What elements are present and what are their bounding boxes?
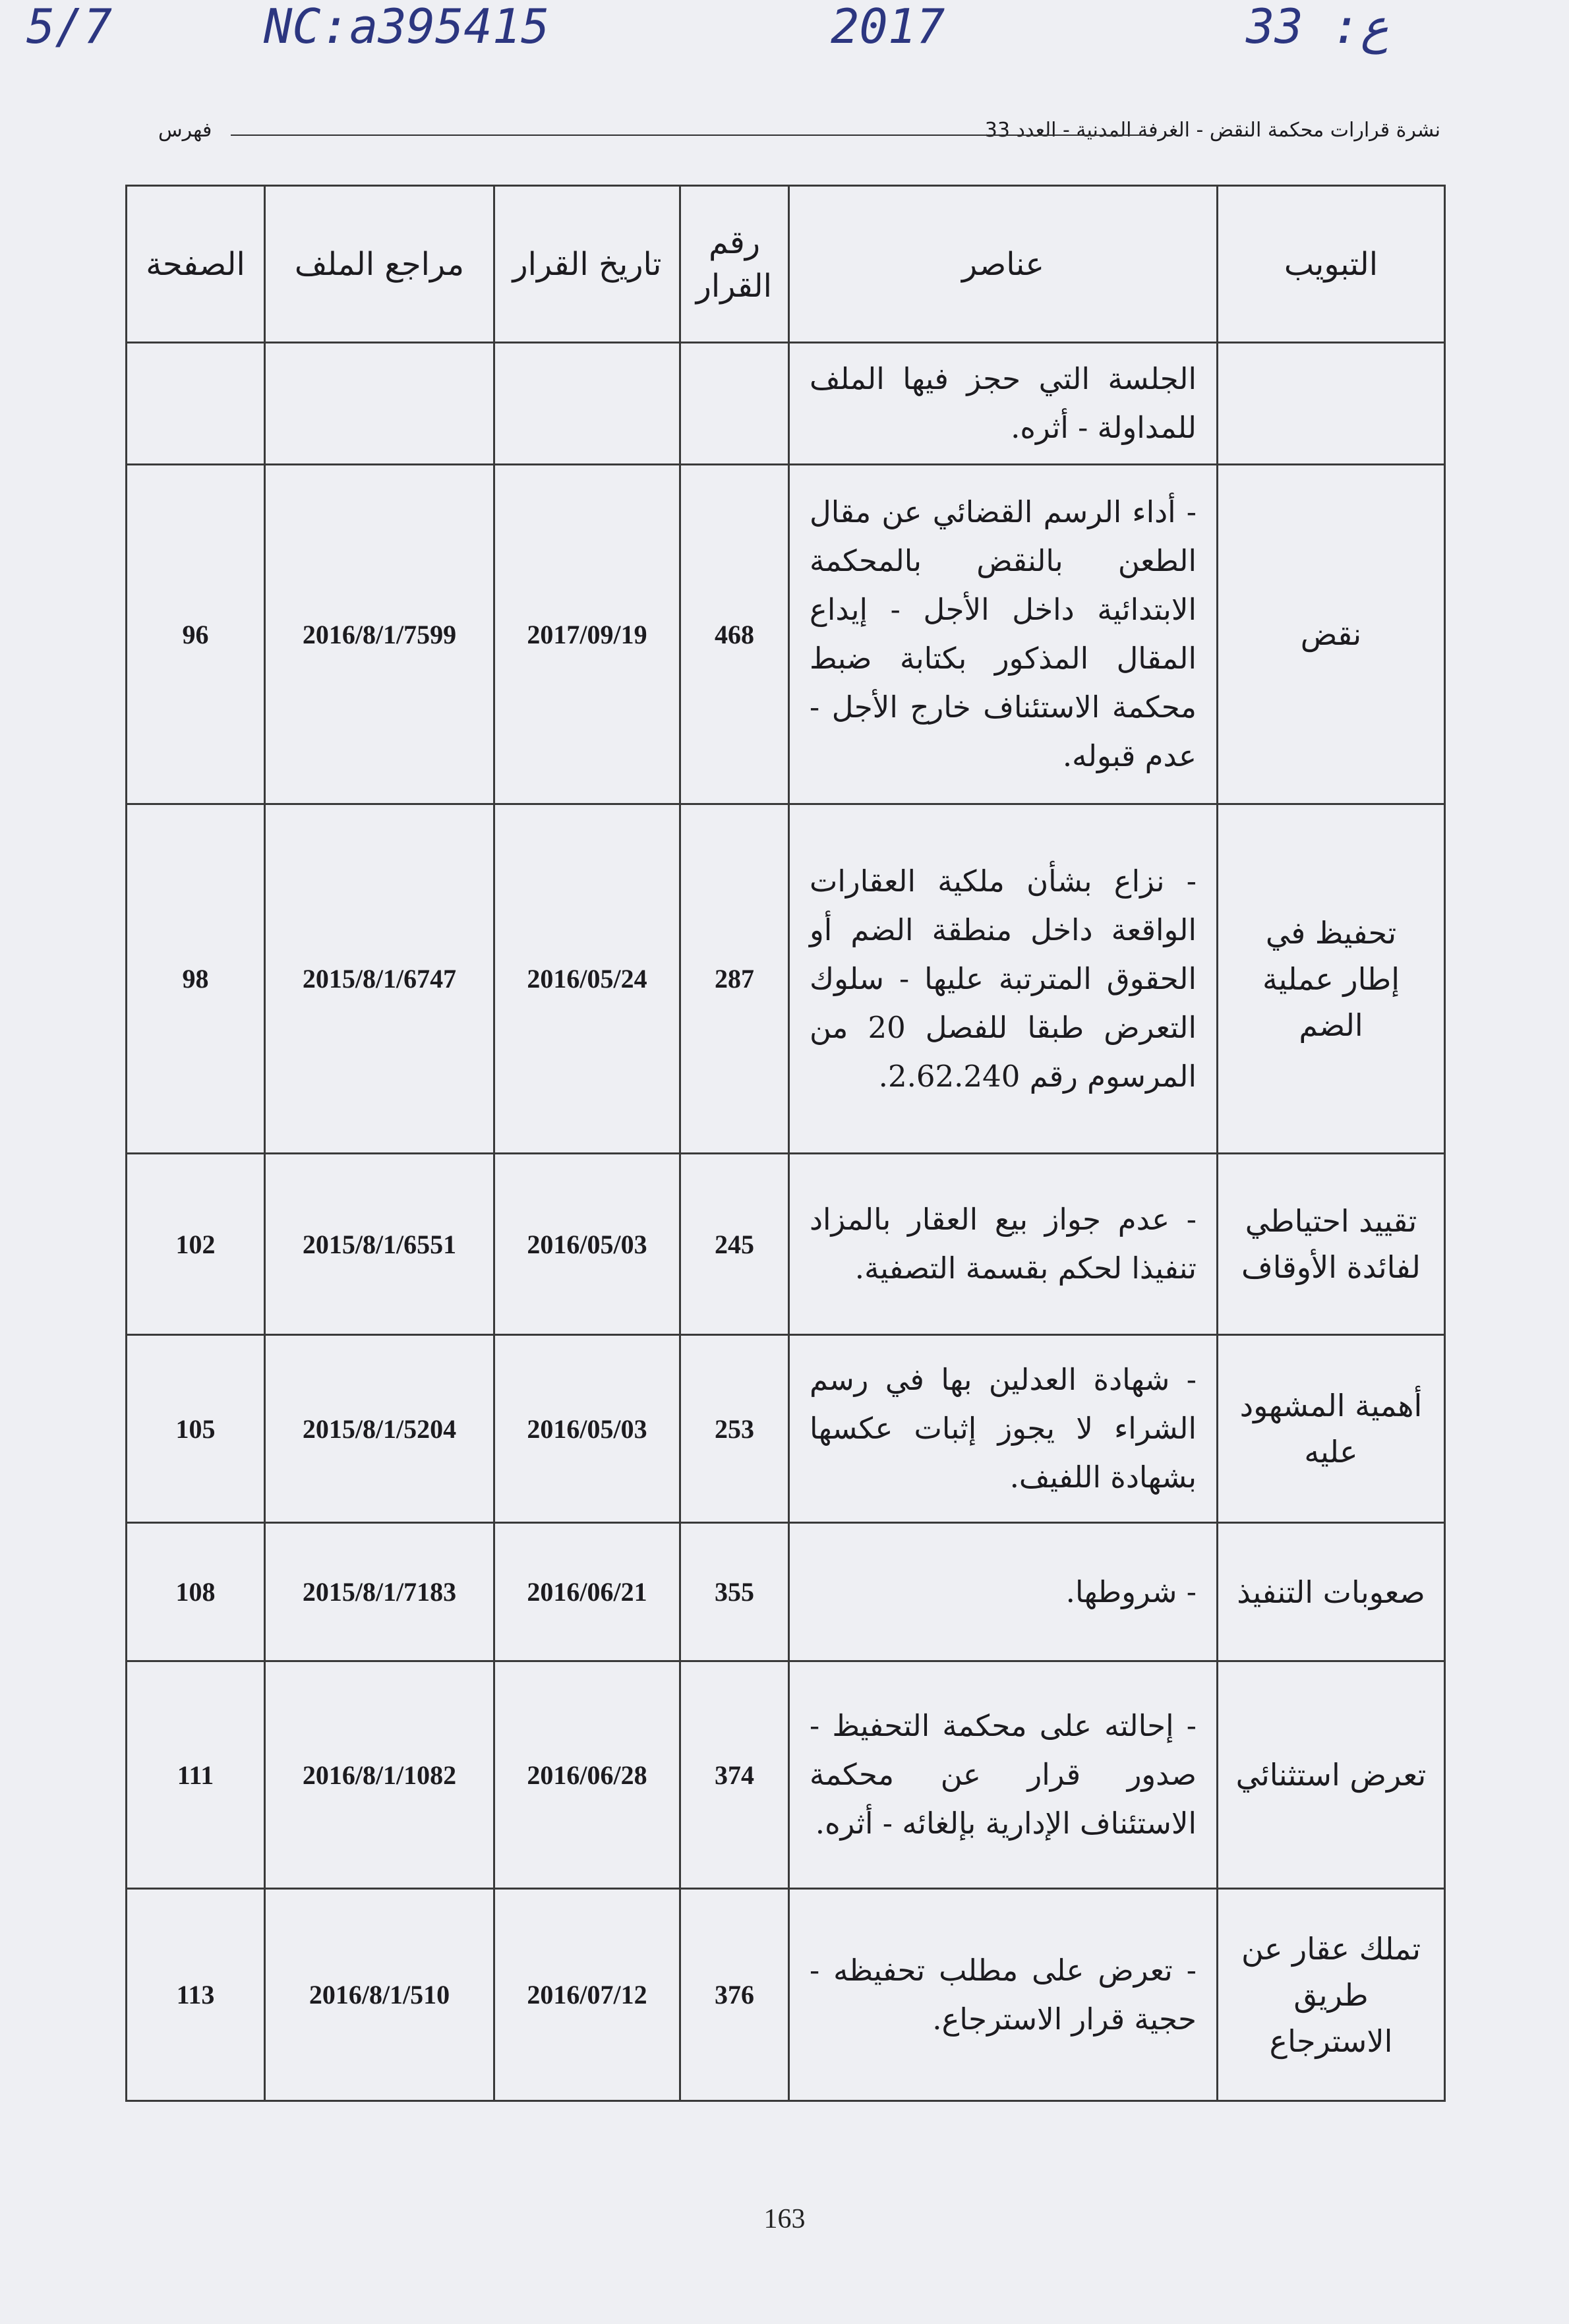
row-page: 113 [127, 1889, 265, 2101]
index-label: فهرس [158, 119, 212, 142]
row-decision-date: 2017/09/19 [494, 465, 680, 804]
row-elements: - إحالته على محكمة التحفيظ - صدور قرار عن محكمة الاستئناف الإدارية بإلغائه - أثره. [789, 1661, 1218, 1889]
table-header-row [127, 186, 1445, 343]
handwritten-folio-note: 5/7 [26, 0, 113, 54]
row-page: 111 [127, 1661, 265, 1889]
row-file-reference: 2015/8/1/6747 [265, 804, 494, 1154]
row-topic: تملك عقار عن طريق الاسترجاع [1218, 1889, 1445, 2101]
header-page: الصفحة [127, 186, 265, 343]
row-elements: - نزاع بشأن ملكية العقارات الواقعة داخل منطقة الضم أو الحقوق المترتبة عليها - سلوك التعرض طبقا للفصل 20 من المرسوم رقم 2.62.240. [789, 804, 1218, 1154]
row-decision-number [680, 343, 789, 465]
running-header [158, 111, 1440, 150]
bulletin-title: نشرة قرارات محكمة النقض - الغرفة المدنية - العدد 33 [984, 119, 1440, 142]
row-elements: - عدم جواز بيع العقار بالمزاد تنفيذا لحكم بقسمة التصفية. [789, 1154, 1218, 1335]
row-elements: - أداء الرسم القضائي عن مقال الطعن بالنقض بالمحكمة الابتدائية داخل الأجل - إيداع المقال المذكور بكتابة ضبط محكمة الاستئناف خارج الأجل - عدم قبوله. [789, 465, 1218, 804]
row-topic: أهمية المشهود عليه [1218, 1335, 1445, 1523]
table-row [127, 343, 1445, 465]
row-decision-date: 2016/05/03 [494, 1335, 680, 1523]
row-file-reference [265, 343, 494, 465]
handwritten-issue-number: ع: 33 [1246, 0, 1389, 54]
row-elements: الجلسة التي حجز فيها الملف للمداولة - أثره. [789, 343, 1218, 465]
table-row [127, 1523, 1445, 1661]
handwritten-reference-code: NC:a395415 [264, 0, 550, 54]
row-file-reference: 2016/8/1/1082 [265, 1661, 494, 1889]
row-topic: تحفيظ في إطار عملية الضم [1218, 804, 1445, 1154]
row-file-reference: 2015/8/1/5204 [265, 1335, 494, 1523]
header-topic: التبويب [1218, 186, 1445, 343]
row-decision-number: 253 [680, 1335, 789, 1523]
row-elements: - شهادة العدلين بها في رسم الشراء لا يجوز إثبات عكسها بشهادة اللفيف. [789, 1335, 1218, 1523]
row-file-reference: 2016/8/1/7599 [265, 465, 494, 804]
row-decision-date [494, 343, 680, 465]
row-topic: تعرض استثنائي [1218, 1661, 1445, 1889]
row-decision-date: 2016/06/21 [494, 1523, 680, 1661]
row-decision-number: 355 [680, 1523, 789, 1661]
row-decision-number: 376 [680, 1889, 789, 2101]
table-row [127, 804, 1445, 1154]
index-table [125, 185, 1446, 2102]
page-number: 163 [763, 2204, 806, 2234]
row-decision-date: 2016/07/12 [494, 1889, 680, 2101]
row-page: 105 [127, 1335, 265, 1523]
table-row [127, 1335, 1445, 1523]
row-topic: نقض [1218, 465, 1445, 804]
header-decision-number: رقم القرار [680, 186, 789, 343]
row-topic: تقييد احتياطي لفائدة الأوقاف [1218, 1154, 1445, 1335]
row-page: 98 [127, 804, 265, 1154]
row-decision-number: 287 [680, 804, 789, 1154]
row-file-reference: 2016/8/1/510 [265, 1889, 494, 2101]
row-page: 102 [127, 1154, 265, 1335]
row-topic: صعوبات التنفيذ [1218, 1523, 1445, 1661]
row-elements: - تعرض على مطلب تحفيظه - حجية قرار الاسترجاع. [789, 1889, 1218, 2101]
row-elements: - شروطها. [789, 1523, 1218, 1661]
row-decision-number: 468 [680, 465, 789, 804]
header-rule [231, 134, 1154, 136]
header-decision-date: تاريخ القرار [494, 186, 680, 343]
table-row [127, 1889, 1445, 2101]
row-page: 96 [127, 465, 265, 804]
row-decision-date: 2016/06/28 [494, 1661, 680, 1889]
header-elements: عناصر [789, 186, 1218, 343]
row-file-reference: 2015/8/1/7183 [265, 1523, 494, 1661]
table-row [127, 1154, 1445, 1335]
row-decision-number: 374 [680, 1661, 789, 1889]
row-page [127, 343, 265, 465]
handwritten-year: 2017 [831, 0, 945, 54]
header-file-reference: مراجع الملف [265, 186, 494, 343]
row-file-reference: 2015/8/1/6551 [265, 1154, 494, 1335]
table-row [127, 1661, 1445, 1889]
row-decision-date: 2016/05/24 [494, 804, 680, 1154]
row-decision-number: 245 [680, 1154, 789, 1335]
row-page: 108 [127, 1523, 265, 1661]
table-row [127, 465, 1445, 804]
row-topic [1218, 343, 1445, 465]
row-decision-date: 2016/05/03 [494, 1154, 680, 1335]
